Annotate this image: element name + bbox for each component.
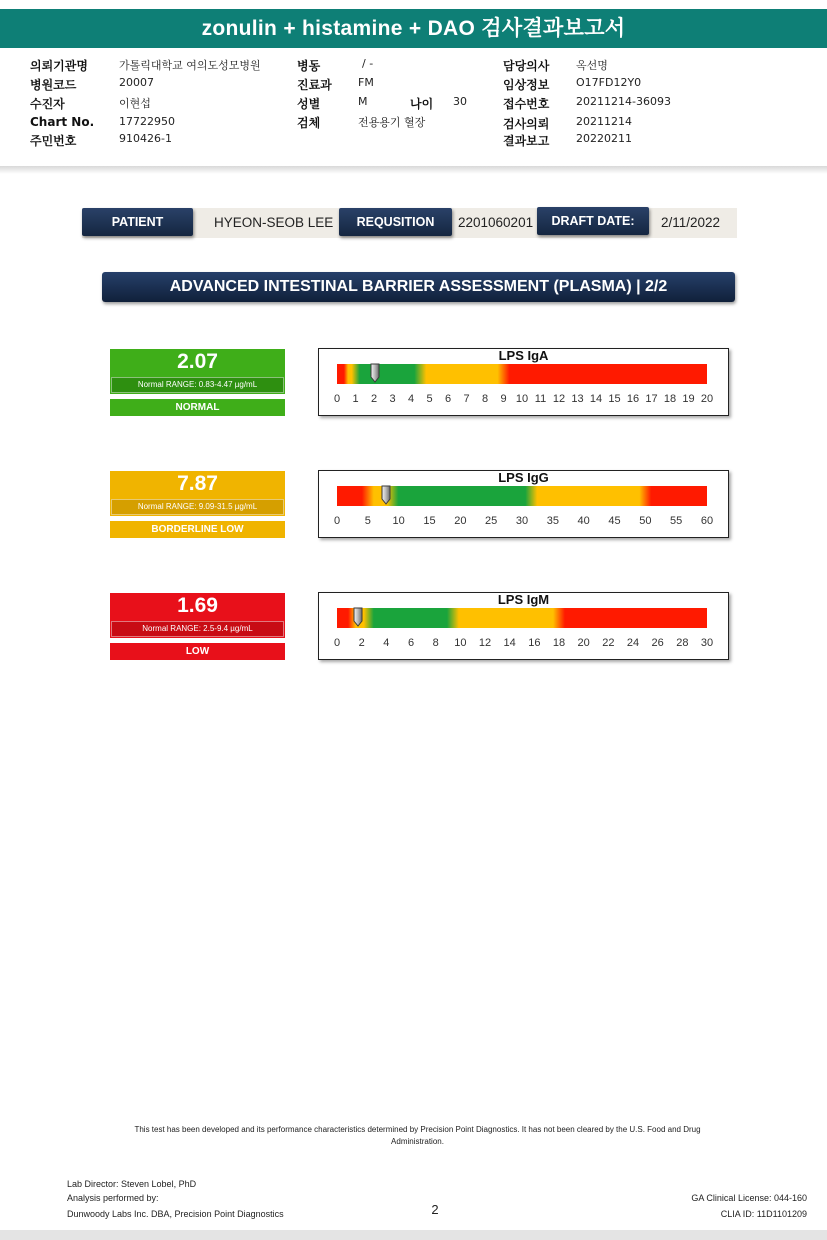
header-separator <box>0 166 827 174</box>
tick-label: 14 <box>589 393 603 405</box>
range-chart <box>318 348 729 416</box>
header-label: 임상정보 <box>503 78 550 92</box>
tick-label: 5 <box>364 515 371 527</box>
tick-label: 13 <box>571 393 584 405</box>
tick-label: 30 <box>700 637 714 649</box>
page-number: 2 <box>431 1202 439 1217</box>
report-title: zonulin + histamine + DAO 검사결과보고서 <box>0 9 827 48</box>
range-chart <box>318 592 729 660</box>
normal-range: Normal RANGE: 0.83-4.47 µg/mL <box>111 377 284 393</box>
tick-label: 24 <box>626 637 640 649</box>
range-zone <box>346 364 353 384</box>
header-label: Chart No. <box>30 115 95 129</box>
tick-label: 18 <box>663 393 677 405</box>
tick-label: 17 <box>645 393 658 405</box>
result-value: 7.87 <box>177 472 218 495</box>
result-value-box <box>110 593 285 638</box>
normal-range: Normal RANGE: 2.5-9.4 µg/mL <box>111 621 284 637</box>
tick-label: 7 <box>463 393 470 405</box>
tick-label: 22 <box>602 637 615 649</box>
range-zone <box>531 486 645 506</box>
clia-id: CLIA ID: 11D1101209 <box>720 1209 807 1219</box>
chart-title: LPS IgG <box>498 470 549 485</box>
tick-label: 40 <box>577 515 590 527</box>
tick-label: 10 <box>515 393 529 405</box>
disclaimer: This test has been developed and its performance characteristics determined by Precision Point Diagnostics. It has not been cleared by the U.S. Food and Drug Administration. <box>134 1125 701 1146</box>
tick-label: 1 <box>352 393 359 405</box>
patient-name: HYEON-SEOB LEE <box>214 215 334 230</box>
tick-label: 10 <box>454 637 467 649</box>
tick-label: 45 <box>608 515 621 527</box>
tick-label: 4 <box>407 393 415 405</box>
tick-label: 20 <box>577 637 590 649</box>
header-label: 결과보고 <box>503 134 550 148</box>
tick-label: 0 <box>333 515 341 527</box>
tick-label: 35 <box>546 515 559 527</box>
tick-label: 2 <box>358 637 365 649</box>
tick-label: 3 <box>389 393 396 405</box>
header-label: 검체 <box>297 116 321 130</box>
tick-label: 11 <box>534 393 547 405</box>
header-label: 주민번호 <box>30 134 77 148</box>
lab-director: Lab Director: Steven Lobel, PhD <box>67 1179 197 1189</box>
range-bar <box>337 486 707 506</box>
header-label: 담당의사 <box>503 59 550 73</box>
section-title: ADVANCED INTESTINAL BARRIER ASSESSMENT (PLASMA) | 2/2 <box>102 272 735 302</box>
requisition-number: 2201060201 <box>458 215 534 230</box>
tick-label: 0 <box>333 393 341 405</box>
result-status: LOW <box>110 643 285 660</box>
header-value: 이현섭 <box>119 97 151 110</box>
tick-label: 8 <box>481 393 489 405</box>
range-zone <box>393 486 532 506</box>
tick-label: 60 <box>700 515 714 527</box>
header-value: 전용용기 혈장 <box>358 116 426 129</box>
tick-labels <box>333 515 714 529</box>
header-value: 20220211 <box>576 132 632 145</box>
header-label: 진료과 <box>297 78 332 92</box>
tick-label: 4 <box>383 637 390 649</box>
tick-label: 50 <box>639 515 652 527</box>
report-header <box>0 48 827 168</box>
patient-bar <box>82 208 737 238</box>
range-zone <box>559 608 707 628</box>
range-zone <box>368 608 453 628</box>
chart-title: LPS IgA <box>498 348 549 363</box>
tick-label: 10 <box>392 515 405 527</box>
header-value: 30 <box>453 95 467 108</box>
requisition-label: REQUSITION <box>339 208 452 236</box>
header-value: 가톨릭대학교 여의도성모병원 <box>119 59 261 72</box>
tick-label: 15 <box>608 393 621 405</box>
header-label: 병원코드 <box>30 78 77 92</box>
analysis-performed-by: Analysis performed by: <box>67 1193 159 1203</box>
result-status: BORDERLINE LOW <box>110 521 285 538</box>
draft-date-label: DRAFT DATE: <box>537 207 649 235</box>
patient-label: PATIENT <box>82 208 193 236</box>
tick-labels <box>333 393 714 407</box>
header-value: / - <box>362 57 374 70</box>
tick-labels <box>333 637 714 651</box>
tick-label: 16 <box>626 393 640 405</box>
header-label: 수진자 <box>30 97 65 111</box>
tick-label: 6 <box>407 637 415 649</box>
tick-label: 12 <box>552 393 566 405</box>
tick-label: 8 <box>432 637 439 649</box>
result-value-box <box>110 349 285 394</box>
header-value: 20211214-36093 <box>576 95 671 108</box>
tick-label: 15 <box>423 515 436 527</box>
tick-label: 14 <box>503 637 516 649</box>
tick-label: 25 <box>485 515 498 527</box>
normal-range: Normal RANGE: 9.09-31.5 µg/mL <box>111 499 284 515</box>
result-value-box <box>110 471 285 516</box>
result-status: NORMAL <box>110 399 285 416</box>
value-marker <box>381 485 391 505</box>
header-label: 나이 <box>410 97 434 111</box>
range-bar <box>337 608 707 628</box>
range-zone <box>337 608 352 628</box>
tick-label: 16 <box>528 637 541 649</box>
value-marker <box>370 363 380 383</box>
range-chart <box>318 470 729 538</box>
chart-title: LPS IgM <box>497 592 550 607</box>
tick-label: 28 <box>676 637 689 649</box>
tick-label: 6 <box>444 393 452 405</box>
draft-date: 2/11/2022 <box>661 215 721 230</box>
range-zone <box>504 364 708 384</box>
tick-label: 5 <box>426 393 433 405</box>
result-value: 1.69 <box>177 594 218 617</box>
header-value: 20211214 <box>576 115 632 128</box>
clinical-license: GA Clinical License: 044-160 <box>691 1193 807 1203</box>
tick-label: 9 <box>500 393 507 405</box>
range-bar <box>337 364 707 384</box>
tick-label: 20 <box>700 393 714 405</box>
lab-name: Dunwoody Labs Inc. DBA, Precision Point Diagnostics <box>67 1209 284 1219</box>
header-value: 20007 <box>119 76 154 89</box>
header-value: 17722950 <box>119 115 175 128</box>
range-zone <box>645 486 707 506</box>
header-label: 성별 <box>297 97 321 111</box>
header-label: 접수번호 <box>503 97 550 111</box>
tick-label: 20 <box>454 515 467 527</box>
page-bottom-band <box>0 1230 827 1240</box>
header-value: FM <box>358 76 374 89</box>
range-zone <box>453 608 559 628</box>
tick-label: 30 <box>515 515 529 527</box>
header-value: 910426-1 <box>119 132 172 145</box>
tick-label: 19 <box>682 393 695 405</box>
tick-label: 2 <box>370 393 378 405</box>
header-label: 의뢰기관명 <box>30 59 88 73</box>
range-zone <box>337 486 368 506</box>
header-value: M <box>358 95 368 108</box>
result-value: 2.07 <box>177 350 218 373</box>
header-label: 검사의뢰 <box>503 117 550 131</box>
header-value: O17FD12Y0 <box>576 76 642 89</box>
header-label: 병동 <box>297 59 321 73</box>
tick-label: 0 <box>333 637 341 649</box>
range-zone <box>354 364 421 384</box>
range-zone <box>337 364 346 384</box>
value-marker <box>353 607 363 627</box>
header-value: 옥선명 <box>576 59 608 72</box>
tick-label: 12 <box>478 637 492 649</box>
range-zone <box>420 364 503 384</box>
tick-label: 18 <box>552 637 566 649</box>
tick-label: 26 <box>651 637 664 649</box>
tick-label: 55 <box>670 515 683 527</box>
